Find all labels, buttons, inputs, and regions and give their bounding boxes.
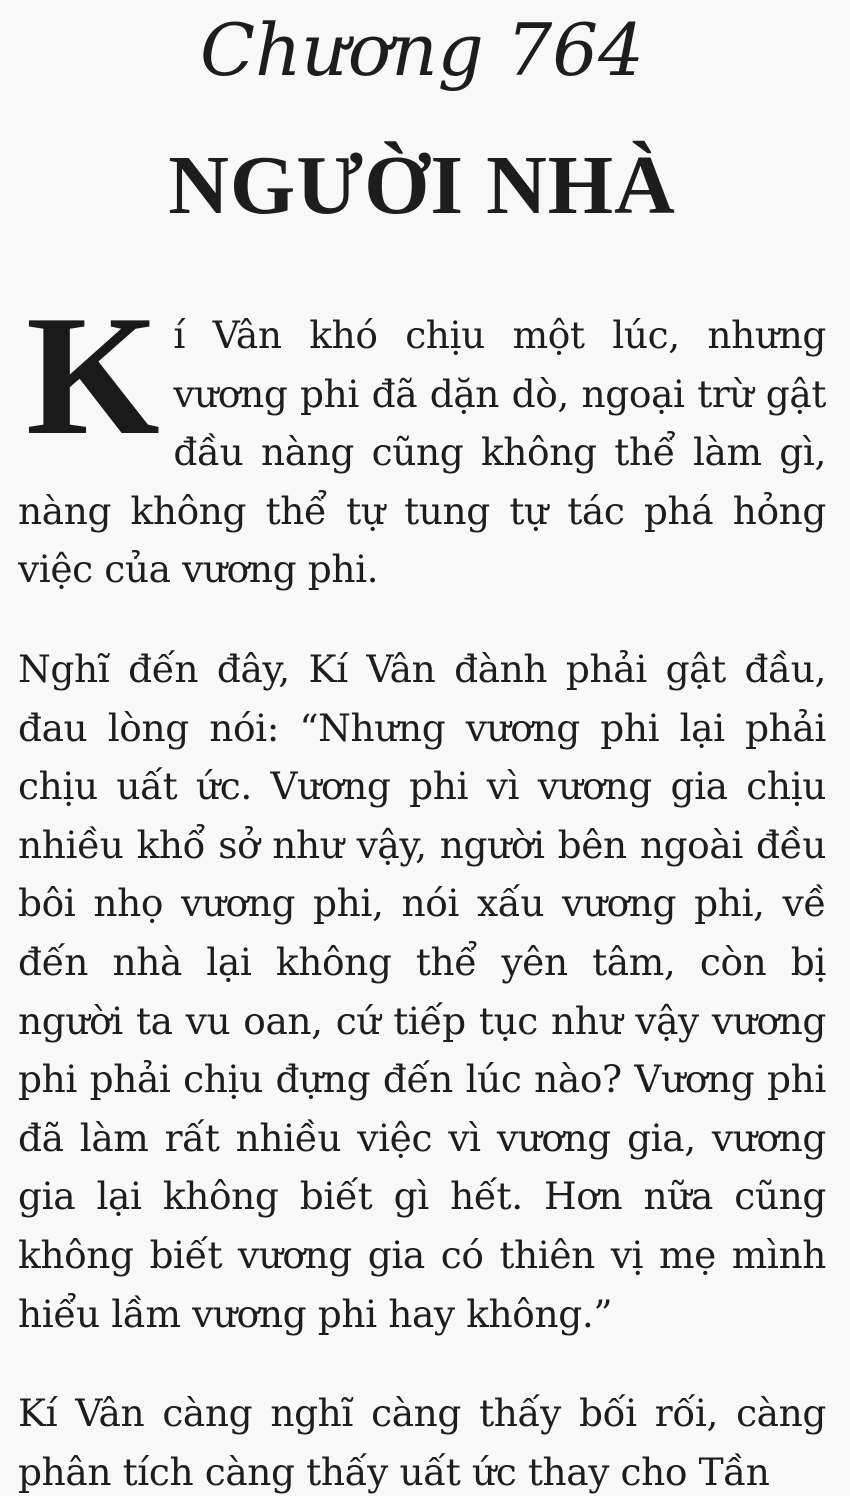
paragraph-3: Kí Vân càng nghĩ càng thấy bối rối, càng phân tích càng thấy uất ức thay cho Tần	[18, 1391, 826, 1494]
chapter-number: Chương 764	[200, 8, 644, 92]
paragraph-1	[18, 281, 826, 599]
reader-page	[18, 0, 826, 1496]
paragraph-2: Nghĩ đến đây, Kí Vân đành phải gật đầu, đau lòng nói: “Nhưng vương phi lại phải chịu uất ức. Vương phi vì vương gia chịu nhiều khổ sở như vậy, người bên ngoài đều bôi nhọ vương phi, nói xấu vương phi, về đến nhà lại không thể yên tâm, còn bị người ta vu oan, cứ tiếp tục như vậy vương phi phải chịu đựng đến lúc nào? Vương phi đã làm rất nhiều việc vì vương gia, vương gia lại không biết gì hết. Hơn nữa cũng không biết vương gia có thiên vị mẹ mình hiểu lầm vương phi hay không.”	[18, 646, 826, 1336]
paragraph-1-text: í Vân khó chịu một lúc, nhưng vương phi đã dặn dò, ngoại trừ gật đầu nàng cũng không thể làm gì, nàng không thể tự tung tự tác phá hỏng việc của vương phi.	[18, 313, 826, 592]
chapter-title: NGƯỜI NHÀ	[168, 139, 676, 232]
chapter-body	[18, 281, 826, 1496]
drop-cap: K	[26, 281, 160, 471]
